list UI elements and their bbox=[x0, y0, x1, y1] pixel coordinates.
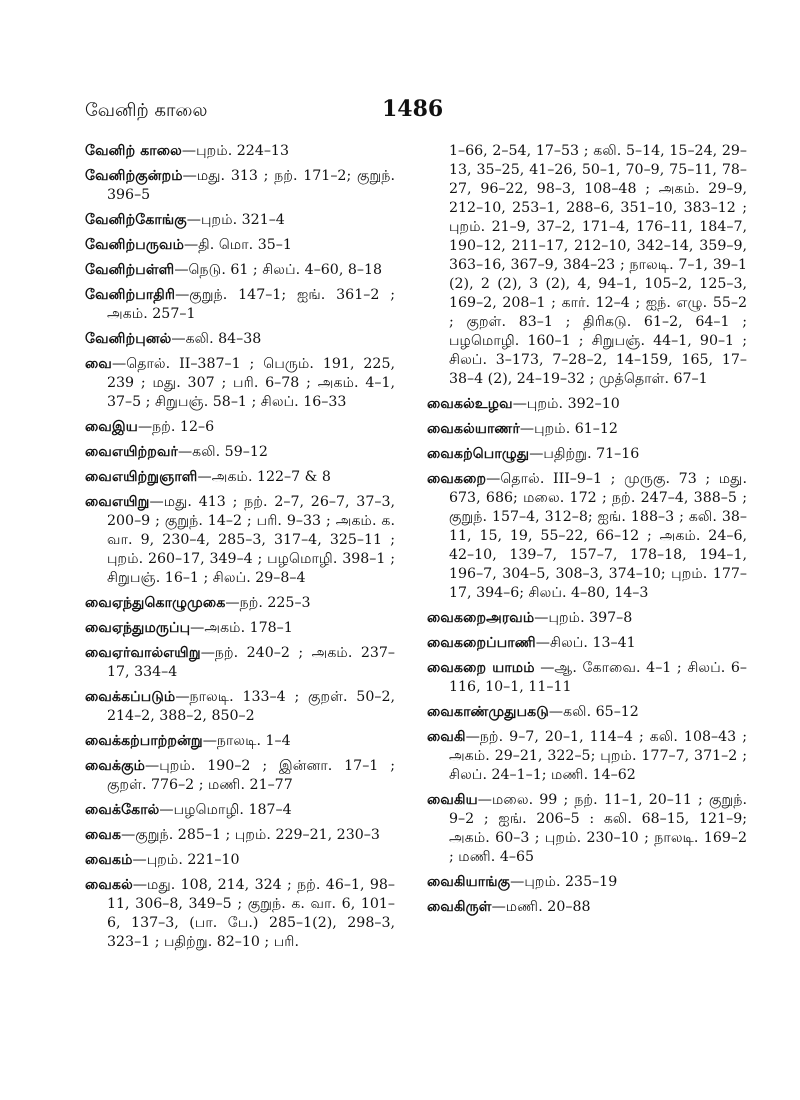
index-entry: வைஏந்துகொழுமுகை—நற். 225–3 bbox=[85, 595, 311, 611]
index-entry: வைஎயிறு—மது. 413 ; நற். 2–7, 26–7, 37–3, 200–9 ; குறுந். 14–2 ; பரி. 9–33 ; அகம். க. வா. 9, 230–4, 285–3, 317–4, 325–11 ; புறம். 260–17, 349–4 ; பழமொழி. 398–1 ; சிறுபஞ். 16–1 ; சிலப். 29–8–4 bbox=[85, 494, 395, 586]
index-entry: வைகறை—தொல். III–9–1 ; முருகு. 73 ; மது. 673, 686; மலை. 172 ; நற். 247–4, 388–5 ; குறுந். 157–4, 312–8; ஐங். 188–3 ; கலி. 38–11, 15, 19, 55–22, 66–12 ; அகம். 24–6, 42–10, 139–7, 157–7, 178–18, 194–1, 196–7, 304–5, 308–3, 374–10; புறம். 177–17, 394–6; சிலப். 4–80, 14–3 bbox=[427, 471, 747, 601]
index-entry: வைகல்யாணர்—புறம். 61–12 bbox=[427, 421, 618, 437]
index-entry: வைக்கப்படும்—நாலடி. 133–4 ; குறள். 50–2, 214–2, 388–2, 850–2 bbox=[85, 689, 395, 724]
page-number: 1486 bbox=[382, 96, 444, 122]
index-entry-continued: 1–66, 2–54, 17–53 ; கலி. 5–14, 15–24, 29–13, 35–25, 41–26, 50–1, 70–9, 75–11, 78–27, 96–22, 98–3, 108–48 ; அகம். 29–9, 212–10, 253–1, 288–6, 351–10, 383–12 ; புறம். 21–9, 37–2, 171–4, 176–11, 184–7, 190–12, 211–17, 212–10, 342–14, 359–9, 363–16, 367–9, 384–23 ; நாலடி. 7–1, 39–1 (2), 2 (2), 3 (2), 4, 94–1, 105–2, 125–3, 169–2, 208–1 ; கார். 12–4 ; ஐந். எழு. 55–2 ; குறள். 83–1 ; திரிகடு. 61–2, 64–1 ; பழமொழி. 160–1 ; சிறுபஞ். 44–1, 90–1 ; சிலப். 3–173, 7–28–2, 14–159, 165, 17–38–4 (2), 24–19–32 ; முத்தொள். 67–1 bbox=[449, 143, 747, 387]
index-entry: வைகி—நற். 9–7, 20–1, 114–4 ; கலி. 108–43 ; அகம். 29–21, 322–5; புறம். 177–7, 371–2 ; சிலப். 24–1–1; மணி. 14–62 bbox=[427, 729, 747, 783]
index-entry: வைக்கற்பாற்றன்று—நாலடி. 1–4 bbox=[85, 733, 291, 749]
index-entry: வைகம்—புறம். 221–10 bbox=[85, 852, 240, 868]
index-entry: வைக்கும்—புறம். 190–2 ; இன்னா. 17–1 ; குறள். 776–2 ; மணி. 21–77 bbox=[85, 758, 395, 793]
index-entry: வைகியாங்கு—புறம். 235–19 bbox=[427, 874, 618, 890]
index-entry: வைகறைஅரவம்—புறம். 397–8 bbox=[427, 610, 633, 626]
index-entry: வைகிய—மலை. 99 ; நற். 11–1, 20–11 ; குறுந். 9–2 ; ஐங். 206–5 : கலி. 68–15, 121–9; அகம். 60–3 ; புறம். 230–10 ; நாலடி. 169–2 ; மணி. 4–65 bbox=[427, 792, 747, 865]
index-entry: வேனிற்பருவம்—தி. மொ. 35–1 bbox=[85, 237, 292, 253]
index-entry: வைஏந்துமருப்பு—அகம். 178–1 bbox=[85, 620, 293, 636]
index-entry: வேனிற்குன்றம்—மது. 313 ; நற். 171–2; குறுந். 396–5 bbox=[85, 168, 395, 203]
index-entry: வைகாண்முதுபகடு—கலி. 65–12 bbox=[427, 704, 639, 720]
index-entry: வேனிற்பள்ளி—நெடு. 61 ; சிலப். 4–60, 8–18 bbox=[85, 262, 383, 278]
index-entry: வைஎயிற்றவர்—கலி. 59–12 bbox=[85, 444, 268, 460]
index-entry: வேனிற்புனல்—கலி. 84–38 bbox=[85, 331, 262, 347]
index-entry: வை—தொல். II–387–1 ; பெரும். 191, 225, 239 ; மது. 307 ; பரி. 6–78 ; அகம். 4–1, 37–5 ; சிறுபஞ். 58–1 ; சிலப். 16–33 bbox=[85, 356, 395, 410]
index-entry: வைஎயிற்றுஞாளி—அகம். 122–7 & 8 bbox=[85, 469, 331, 485]
index-entry: வேனிற் காலை—புறம். 224–13 bbox=[85, 143, 289, 159]
index-entry: வைஏர்வால்எயிறு—நற். 240–2 ; அகம். 237–17, 334–4 bbox=[85, 645, 395, 680]
index-entry: வைகல்உழவ—புறம். 392–10 bbox=[427, 396, 620, 412]
index-entry: வைக—குறுந். 285–1 ; புறம். 229–21, 230–3 bbox=[85, 827, 380, 843]
index-entry: வேனிற்பாதிரி—குறுந். 147–1; ஐங். 361–2 ; அகம். 257–1 bbox=[85, 287, 395, 322]
index-entry: வைகறை யாமம் —ஆ. கோவை. 4–1 ; சிலப். 6–116, 10–1, 11–11 bbox=[427, 660, 748, 695]
running-head: வேனிற் காலை bbox=[85, 100, 208, 121]
index-entry: வைகிருள்—மணி. 20–88 bbox=[427, 899, 591, 915]
index-entry: வைகல்—மது. 108, 214, 324 ; நற். 46–1, 98–11, 306–8, 349–5 ; குறுந். க. வா. 6, 101–6, 137–3, (பா. பே.) 285–1(2), 298–3, 323–1 ; பதிற்று. 82–10 ; பரி. bbox=[85, 877, 395, 950]
index-entry: வேனிற்கோங்கு—புறம். 321–4 bbox=[85, 212, 285, 228]
page-header bbox=[85, 96, 745, 126]
index-entry: வைக்கோல்—பழமொழி. 187–4 bbox=[85, 802, 292, 818]
index-entry: வைஇய—நற். 12–6 bbox=[85, 419, 215, 435]
index-entry: வைகற்பொழுது—பதிற்று. 71–16 bbox=[427, 446, 640, 462]
left-column bbox=[85, 142, 395, 958]
right-column bbox=[427, 142, 747, 923]
index-entry: வைகறைப்பாணி—சிலப். 13–41 bbox=[427, 635, 636, 651]
